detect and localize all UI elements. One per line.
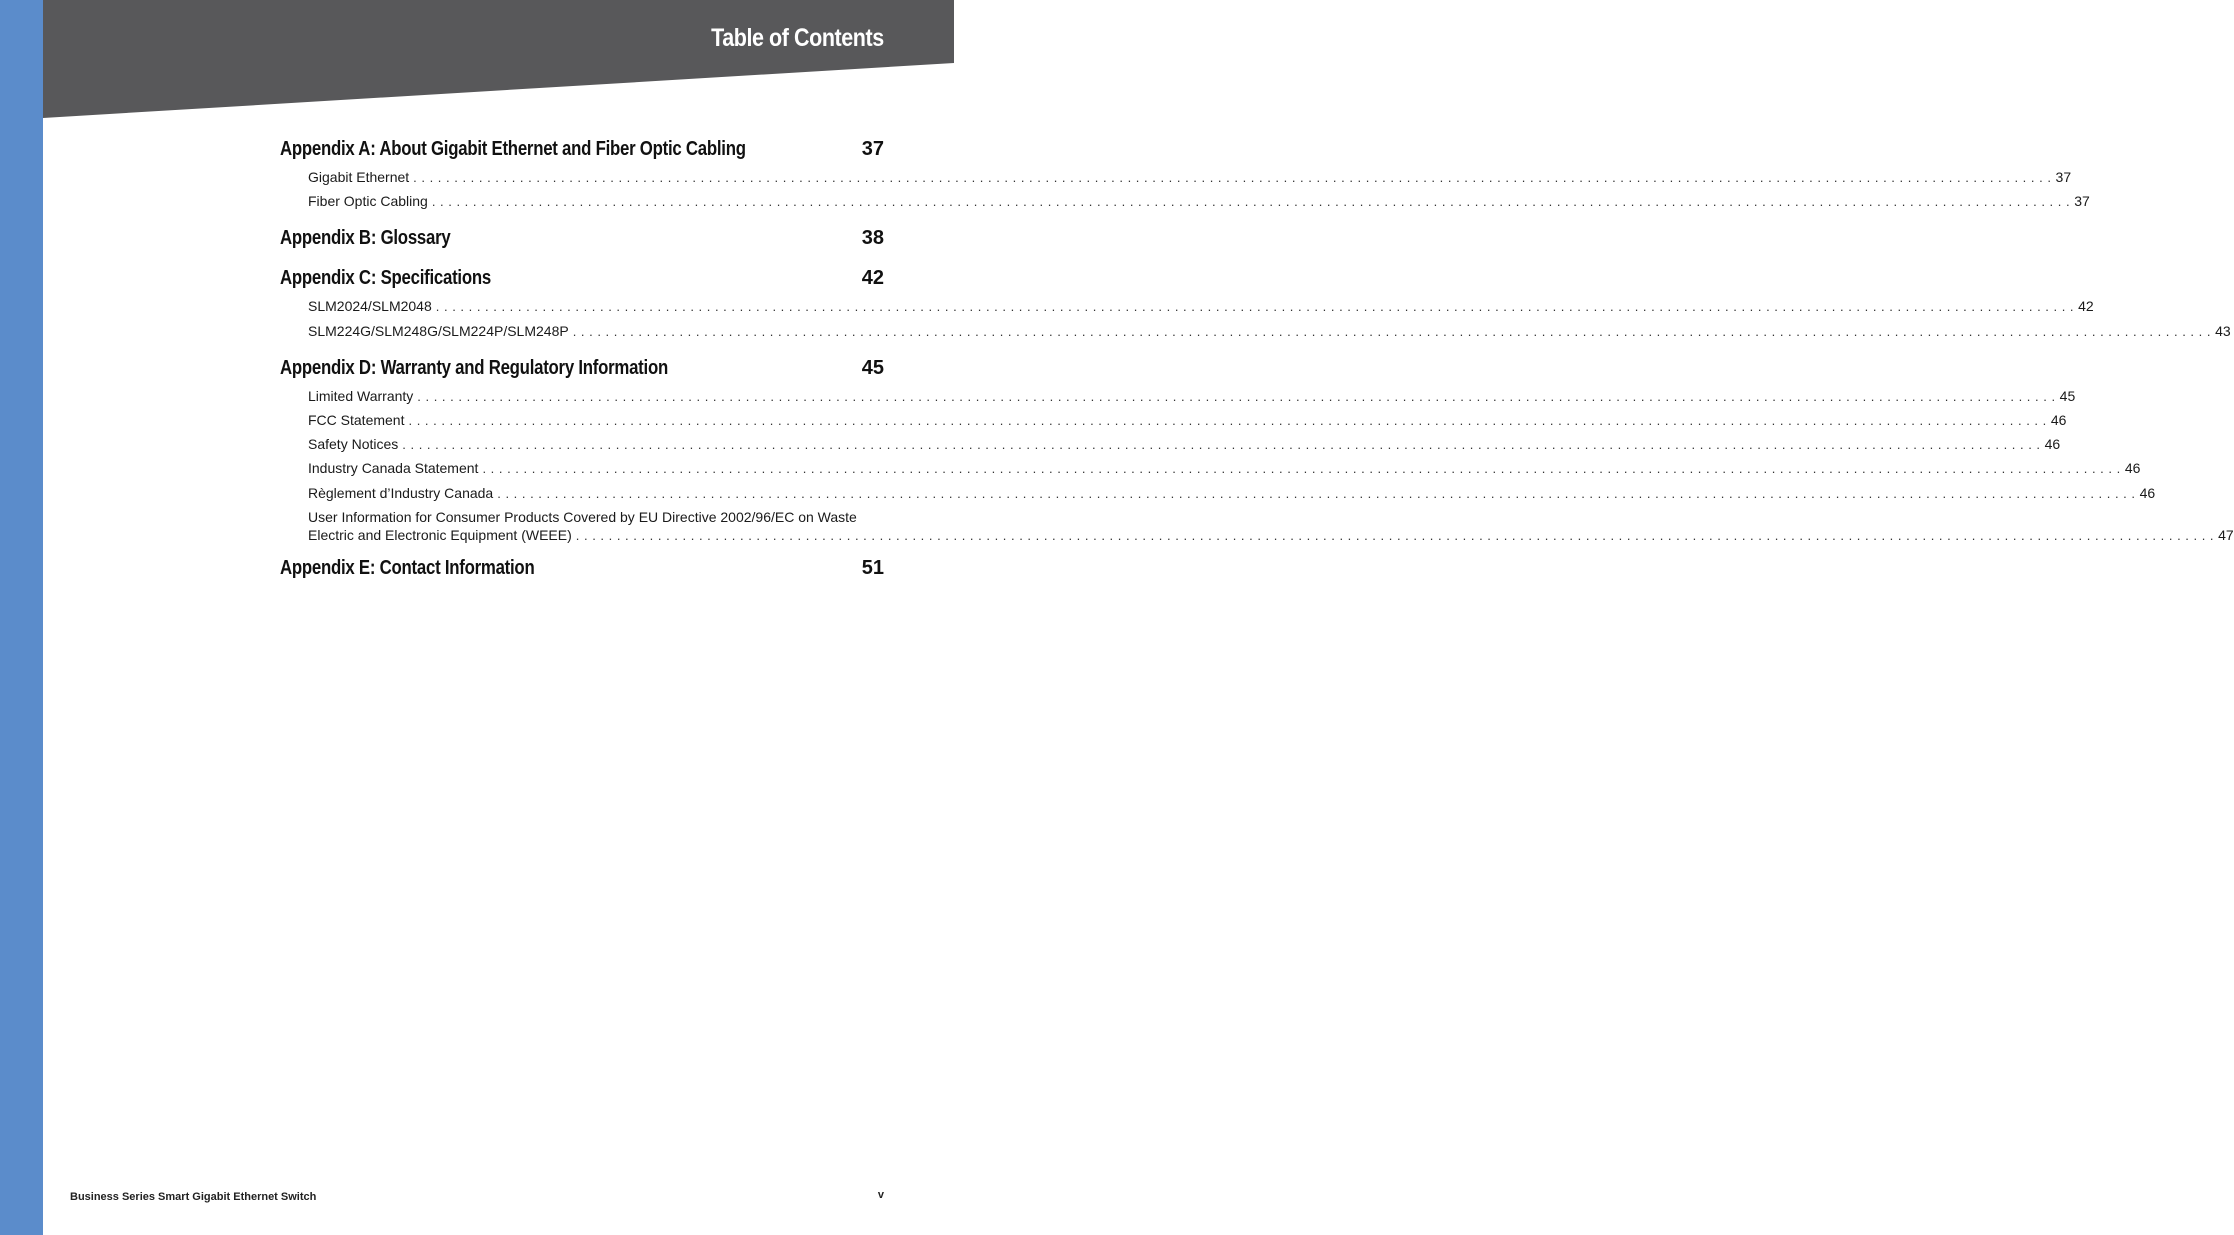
toc-section-appendix-a[interactable] bbox=[280, 136, 884, 162]
toc-entry-slm2024-slm2048[interactable] bbox=[308, 297, 2094, 321]
section-title: Appendix E: Contact Information bbox=[280, 556, 535, 579]
section-title: Appendix A: About Gigabit Ethernet and Fiber Optic Cabling bbox=[280, 138, 746, 160]
entry-title: Gigabit Ethernet bbox=[308, 169, 410, 185]
entry-title: Industry Canada Statement bbox=[308, 460, 479, 477]
entry-title: Safety Notices bbox=[308, 436, 399, 453]
dot-leader: ........................................................................................................................................................................................................ bbox=[497, 485, 2140, 501]
dot-leader: ........................................................................................................................................................................................................ bbox=[413, 170, 2056, 185]
entry-title: SLM224G/SLM248G/SLM224P/SLM248P bbox=[308, 322, 569, 339]
header-band-shape bbox=[43, 0, 954, 118]
entry-title-line2: Electric and Electronic Equipment (WEEE) bbox=[308, 526, 572, 543]
toc-section-appendix-d[interactable] bbox=[280, 355, 884, 381]
dot-leader: ........................................................................................................................................................................................................ bbox=[431, 194, 2075, 210]
dot-leader: ........................................................................................................................................................................................................ bbox=[482, 461, 2125, 477]
dot-leader: ........................................................................................................................................................................................................ bbox=[402, 437, 2045, 453]
section-entries bbox=[280, 168, 2090, 216]
toc-entry-reglement-industry-canada[interactable] bbox=[308, 484, 2156, 508]
toc-section-appendix-e[interactable] bbox=[280, 555, 884, 581]
section-page: 51 bbox=[861, 556, 884, 579]
dot-leader: ........................................................................................................................................................................................................ bbox=[417, 388, 2060, 404]
dot-leader: ........................................................................................................................................................................................................ bbox=[435, 299, 2079, 315]
toc-section-appendix-c[interactable] bbox=[280, 265, 884, 291]
dot-leader: ........................................................................................................................................................................................................ bbox=[575, 527, 2219, 543]
entry-line2 bbox=[308, 526, 2234, 545]
entry-page: 46 bbox=[2139, 484, 2156, 501]
entry-page: 42 bbox=[2078, 298, 2094, 315]
table-of-contents bbox=[280, 136, 2234, 581]
footer-product-name: Business Series Smart Gigabit Ethernet Switch bbox=[70, 1191, 317, 1203]
header-band bbox=[43, 0, 954, 118]
footer-page-number: v bbox=[877, 1189, 884, 1201]
entry-page: 46 bbox=[2044, 436, 2061, 453]
page-title: Table of Contents bbox=[711, 24, 884, 52]
entry-page: 46 bbox=[2124, 460, 2141, 477]
entry-title: Règlement d’Industry Canada bbox=[308, 484, 494, 501]
entry-title: Fiber Optic Cabling bbox=[308, 193, 428, 210]
entry-page: 46 bbox=[2050, 411, 2067, 428]
section-page: 38 bbox=[861, 227, 884, 250]
toc-entry-safety-notices[interactable] bbox=[308, 435, 2061, 459]
section-title: Appendix D: Warranty and Regulatory Information bbox=[280, 356, 668, 379]
toc-entry-fcc-statement[interactable] bbox=[308, 411, 2067, 435]
toc-entry-fiber-optic-cabling[interactable] bbox=[308, 192, 2090, 216]
entry-page: 47 bbox=[2218, 526, 2234, 543]
section-page: 42 bbox=[861, 267, 884, 290]
entry-title: SLM2024/SLM2048 bbox=[308, 298, 432, 315]
section-page: 37 bbox=[861, 138, 884, 160]
toc-entry-gigabit-ethernet[interactable] bbox=[308, 168, 2072, 192]
entry-page: 37 bbox=[2055, 169, 2072, 185]
entry-page: 37 bbox=[2074, 193, 2090, 210]
section-title: Appendix B: Glossary bbox=[280, 227, 451, 250]
section-title: Appendix C: Specifications bbox=[280, 267, 491, 290]
toc-section-appendix-b[interactable] bbox=[280, 225, 884, 251]
entry-title: Limited Warranty bbox=[308, 387, 414, 404]
dot-leader: ........................................................................................................................................................................................................ bbox=[408, 412, 2051, 428]
entry-title-line1: User Information for Consumer Products Covered by EU Directive 2002/96/EC on Waste bbox=[308, 508, 857, 525]
side-accent-bar bbox=[0, 0, 43, 1235]
section-page: 45 bbox=[861, 356, 884, 379]
toc-entry-limited-warranty[interactable] bbox=[308, 387, 2076, 411]
section-entries bbox=[280, 297, 2231, 345]
toc-entry-weee[interactable] bbox=[308, 508, 2234, 545]
dot-leader: ........................................................................................................................................................................................................ bbox=[572, 323, 2216, 339]
entry-page: 43 bbox=[2215, 322, 2231, 339]
entry-title: FCC Statement bbox=[308, 411, 405, 428]
entry-page: 45 bbox=[2059, 387, 2076, 404]
section-entries bbox=[280, 387, 2234, 545]
toc-entry-industry-canada[interactable] bbox=[308, 459, 2141, 483]
toc-entry-slm224g-models[interactable] bbox=[308, 322, 2231, 346]
